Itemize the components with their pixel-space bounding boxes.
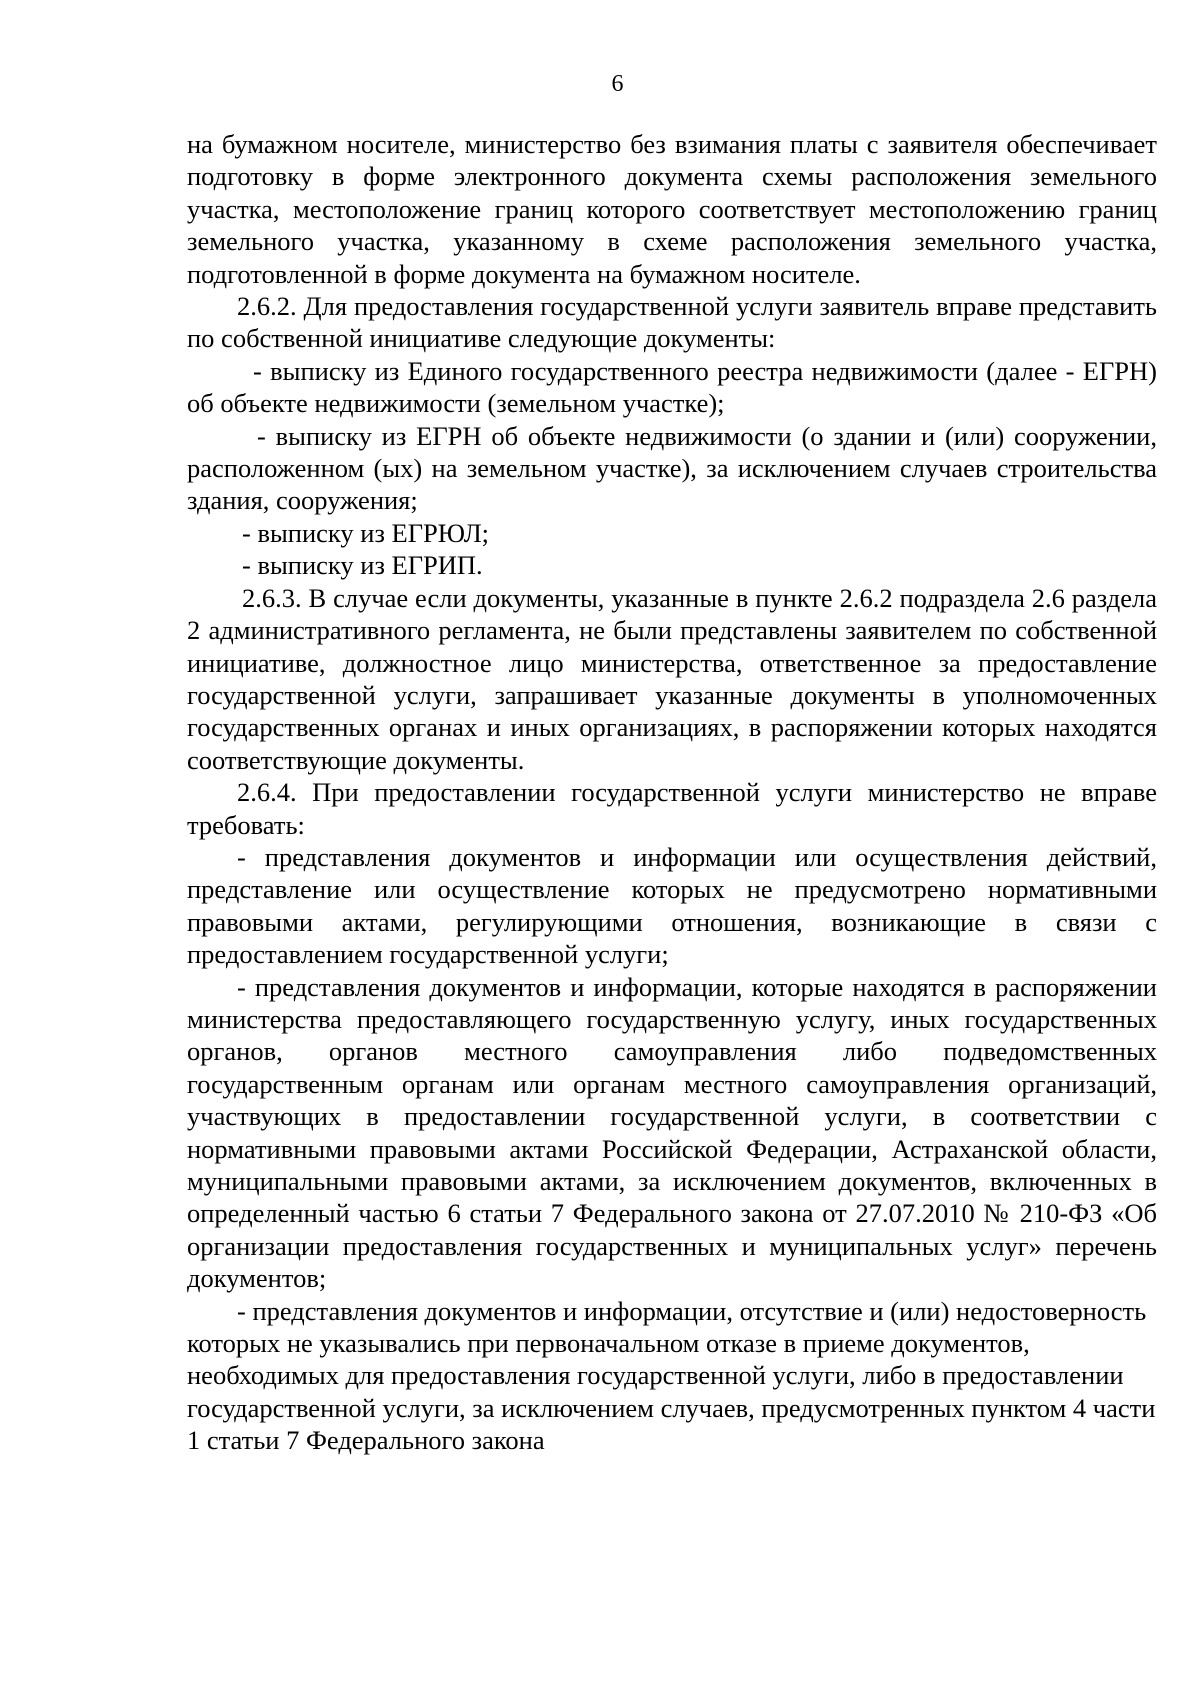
list-item-egrul: - выписку из ЕГРЮЛ;: [242, 517, 490, 548]
list-item-requirement-2: - представления документов и информации, которые находятся в распоряжении министерства предоставляющего государственную услугу, иных государственных органов, органов местного самоуправления либо подведомственных государственным органам или органам местного самоуправления организаций, участвующих в предоставлении государственной услуги, в соответствии с нормативными правовыми актами Российской Федерации, Астраханской области, муниципальными правовыми актами, за исключением документов, включенных в определенный частью 6 статьи 7 Федерального закона от 27.07.2010 № 210-ФЗ «Об организации предоставления государственных и муниципальных услуг» перечень документов;: [187, 971, 1157, 1294]
document-body: [187, 128, 1157, 1457]
list-item-requirement-1: - представления документов и информации или осуществления действий, представление или осуществление которых не предусмотрено нормативными правовыми актами, регулирующими отношения, возникающие в связи с предоставлением государственной услуги;: [187, 841, 1157, 970]
list-item-egrip: - выписку из ЕГРИП.: [242, 550, 483, 581]
page-number: 6: [611, 71, 624, 97]
paragraph-2-6-4: 2.6.4. При предоставлении государственной услуги министерство не вправе требовать:: [187, 777, 1157, 840]
list-item-requirement-3: - представления документов и информации, отсутствие и (или) недостоверность которых не указывались при первоначальном отказе в приеме документов, необходимых для предоставления государственной услуги, либо в предоставлении государственной услуги, за исключением случаев, предусмотренных пунктом 4 части 1 статьи 7 Федерального закона: [187, 1295, 1156, 1456]
list-item-egrn-land: - выписку из Единого государственного реестра недвижимости (далее - ЕГРН) об объекте недвижимости (земельном участке);: [187, 355, 1157, 419]
paragraph-2-6-2: 2.6.2. Для предоставления государственной услуги заявитель вправе представить по собственной инициативе следующие документы:: [187, 291, 1157, 354]
paragraph-2-6-3: 2.6.3. В случае если документы, указанные в пункте 2.6.2 подраздела 2.6 раздела 2 административного регламента, не были представлены заявителем по собственной инициативе, должностное лицо министерства, ответственное за предоставление государственной услуги, запрашивает указанные документы в уполномоченных государственных органах и иных организациях, в распоряжении которых находятся соответствующие документы.: [187, 582, 1157, 775]
list-item-egrn-building: - выписку из ЕГРН об объекте недвижимости (о здании и (или) сооружении, расположенном (ых) на земельном участке), за исключением случаев строительства здания, сооружения;: [187, 420, 1157, 516]
paragraph-continuation: на бумажном носителе, министерство без взимания платы с заявителя обеспечивает подготовку в форме электронного документа схемы расположения земельного участка, местоположение границ которого соответствует местоположению границ земельного участка, указанному в схеме расположения земельного участка, подготовленной в форме документа на бумажном носителе.: [187, 129, 1157, 289]
